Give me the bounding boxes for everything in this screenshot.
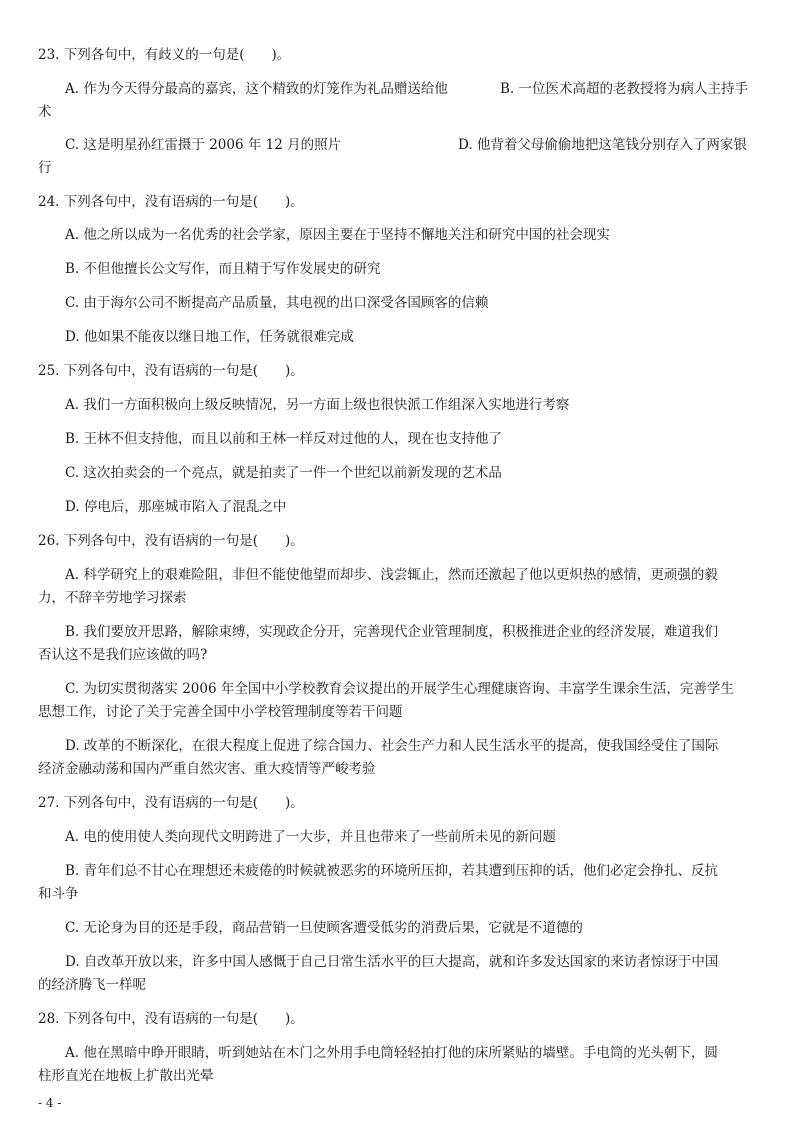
question-26-option-b: B. 我们要放开思路，解除束缚，实现政企分开，完善现代企业管理制度，积极推进企业的经济发展，难道我们 <box>65 624 719 640</box>
question-27-option-a: A. 电的使用使人类向现代文明跨进了一大步，并且也带来了一些前所未见的新问题 <box>65 829 556 845</box>
question-27-option-d: D. 自改革开放以来，许多中国人感慨于自己日常生活水平的巨大提高，就和许多发达国家的来访者惊讶于中国 <box>65 954 719 970</box>
question-24-stem: 24. 下列各句中，没有语病的一句是( )。 <box>38 194 304 210</box>
question-24-option-c: C. 由于海尔公司不断提高产品质量，其电视的出口深受各国顾客的信赖 <box>65 295 489 311</box>
question-26-option-a-continued: 力，不辞辛劳地学习探索 <box>38 590 187 606</box>
question-26-option-c-continued: 思想工作，讨论了关于完善全国中小学校管理制度等若干问题 <box>38 704 403 720</box>
question-27-option-b-continued: 和斗争 <box>38 886 79 902</box>
question-23-stem: 23. 下列各句中，有歧义的一句是( )。 <box>38 47 291 63</box>
question-26-option-d-continued: 经济金融动荡和国内严重自然灾害、重大疫情等严峻考验 <box>38 761 376 777</box>
question-23-option-d: D. 他背着父母偷偷地把这笔钱分别存入了两家银 <box>458 137 747 153</box>
question-23-option-a: A. 作为今天得分最高的嘉宾，这个精致的灯笼作为礼品赠送给他 <box>65 81 448 97</box>
question-26-option-a: A. 科学研究上的艰难险阻，非但不能使他望而却步、浅尝辄止，然而还激起了他以更炽热的感情，更顽强的毅 <box>65 567 718 583</box>
question-25-option-a: A. 我们一方面积极向上级反映情况，另一方面上级也很快派工作组深入实地进行考察 <box>65 397 570 413</box>
question-27-option-b: B. 青年们总不甘心在理想还未疲倦的时候就被恶劣的环境所压抑，若其遭到压抑的话，他们必定会挣扎、反抗 <box>65 863 719 879</box>
question-23-option-d-continued: 行 <box>38 160 52 176</box>
question-26-option-c: C. 为切实贯彻落实 2006 年全国中小学校教育会议提出的开展学生心理健康咨询、丰富学生课余生活，完善学生 <box>65 681 734 697</box>
question-24-option-a: A. 他之所以成为一名优秀的社会学家，原因主要在于坚持不懈地关注和研究中国的社会现实 <box>65 227 610 243</box>
question-24-option-d: D. 他如果不能夜以继日地工作，任务就很难完成 <box>65 329 354 345</box>
question-23-option-b: B. 一位医术高超的老教授将为病人主持手 <box>500 81 749 97</box>
question-25-option-b: B. 王林不但支持他，而且以前和王林一样反对过他的人，现在也支持他了 <box>65 431 503 447</box>
page-number: - 4 - <box>38 1096 62 1110</box>
question-25-option-d: D. 停电后，那座城市陷入了混乱之中 <box>65 499 287 515</box>
question-26-stem: 26. 下列各句中，没有语病的一句是( )。 <box>38 533 304 549</box>
question-23-option-c: C. 这是明星孙红雷摄于 2006 年 12 月的照片 <box>65 137 342 153</box>
question-27-option-c: C. 无论身为目的还是手段，商品营销一旦使顾客遭受低劣的消费后果，它就是不道德的 <box>65 920 583 936</box>
question-28-option-a: A. 他在黑暗中睁开眼睛，听到她站在木门之外用手电筒轻轻拍打他的床所紧贴的墙壁。手电筒的光头朝下，圆 <box>65 1045 718 1061</box>
question-28-stem: 28. 下列各句中，没有语病的一句是( )。 <box>38 1011 304 1027</box>
question-27-stem: 27. 下列各句中，没有语病的一句是( )。 <box>38 795 304 811</box>
question-28-option-a-continued: 柱形直光在地板上扩散出光晕 <box>38 1068 214 1084</box>
question-26-option-b-continued: 否认这不是我们应该做的吗? <box>38 647 208 663</box>
question-27-option-d-continued: 的经济腾飞一样呢 <box>38 977 146 993</box>
question-26-option-d: D. 改革的不断深化，在很大程度上促进了综合国力、社会生产力和人民生活水平的提高，使我国经受住了国际 <box>65 738 719 754</box>
question-25-option-c: C. 这次拍卖会的一个亮点，就是拍卖了一件一个世纪以前新发现的艺术品 <box>65 465 502 481</box>
question-23-option-b-continued: 术 <box>38 104 52 120</box>
question-25-stem: 25. 下列各句中，没有语病的一句是( )。 <box>38 363 304 379</box>
question-24-option-b: B. 不但他擅长公文写作，而且精于写作发展史的研究 <box>65 261 381 277</box>
